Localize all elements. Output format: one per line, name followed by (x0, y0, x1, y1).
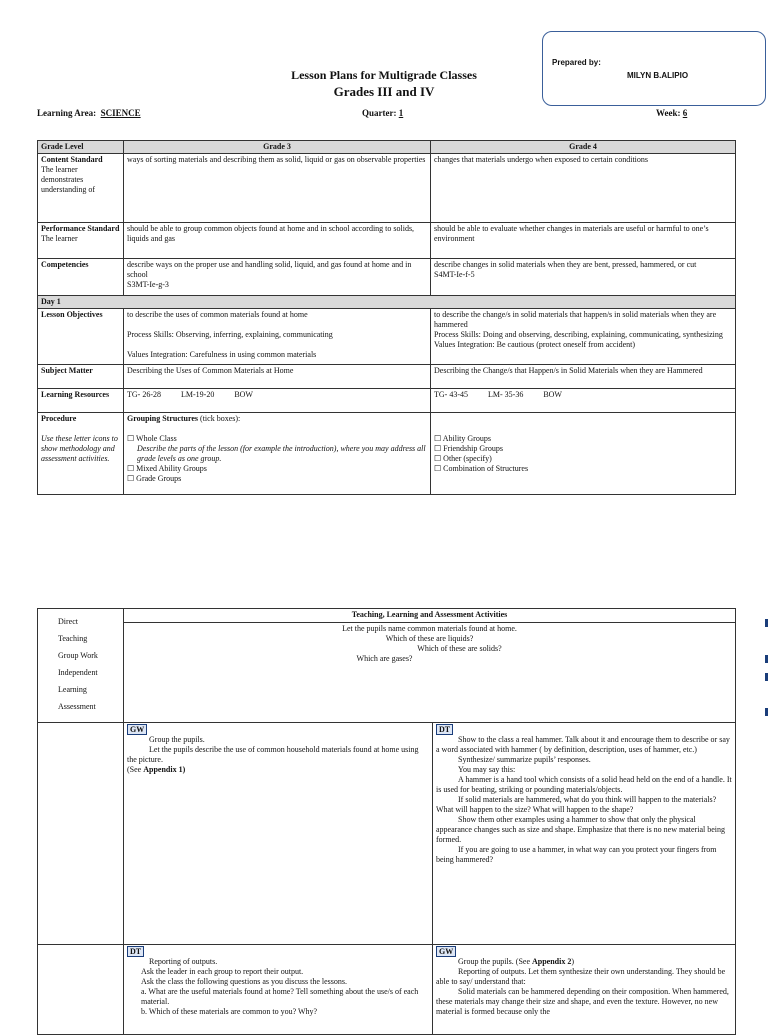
subject-matter-row: Subject Matter Describing the Uses of Common Materials at Home Describing the Change/s that Happen/s in Solid Materials when they are Hammered (38, 365, 736, 389)
grade3-header: Grade 3 (124, 141, 431, 154)
day-row: Day 1 (38, 296, 736, 309)
option-whole-class: ☐ Whole Class (127, 434, 177, 443)
learning-area: Learning Area: SCIENCE (37, 108, 141, 118)
prepared-by-name: MILYN B.ALIPIO (627, 71, 689, 80)
option-combination: ☐ Combination of Structures (434, 464, 529, 473)
week-value: 6 (682, 108, 688, 118)
activities-header: Teaching, Learning and Assessment Activities (124, 609, 736, 623)
option-mixed-ability: ☐ Mixed Ability Groups (127, 464, 207, 473)
quarter: Quarter: 1 (362, 108, 404, 118)
performance-standard-row: Performance Standard The learner should be able to group common objects found at home and in school according to solids, liquids and gas should be able to evaluate whether changes in materials are useful or harmful to one’s environment (38, 223, 736, 259)
methodology-legend: Direct Teaching Group Work Independent Learning Assessment (38, 609, 124, 723)
activity-row-1: GW Group the pupils. Let the pupils describe the use of common household materials found at home using the picture. (See Appendix 1) DT Show to the class a real hammer. Talk about it and encourage them to describe or say a word associated with hammer ( by definition, description, uses of hammer, etc.) Synthesize/ summarize pupils’ responses. You may say this: A hammer is a hand tool which consists of a solid head held on the end of a handle. It is used for beating, striking or pounding materials/objects. If solid materials are hammered, what do you think will happen to the materials? What will happen to the size? What will happen to the shape? Show them other examples using a hammer to show that only the physical appearance changes such as size and shape. Emphasize that there is no new material being formed. If you are going to use a hammer, in what way can you protect your fingers from being hammered? (38, 723, 736, 945)
activity-row-2: DT Reporting of outputs. Ask the leader in each group to report their output. Ask the class the following questions as you discuss the lessons. a. What are the useful materials found at home? Tell something about the use/s of each material. b. Which of these materials are common to you? Why? GW Group the pupils. (See Appendix 2) Reporting of outputs. Let them synthesize their own understanding. They should be able to say/ understand that: Solid materials can be hammered depending on their composition. When hammered, these materials may change their size and shape, and even the texture. However, no new material is formed because only the (38, 945, 736, 1035)
option-other: ☐ Other (specify) (434, 454, 492, 463)
grade-level-header: Grade Level (38, 141, 124, 154)
option-grade-groups: ☐ Grade Groups (127, 474, 182, 483)
content-standard-row: Content Standard The learner demonstrates understanding of ways of sorting materials and describing them as solid, liquid or gas on observable properties changes that materials undergo when exposed to certain conditions (38, 154, 736, 223)
gw-icon: GW (436, 946, 456, 957)
dt-icon: DT (127, 946, 144, 957)
prepared-by-label: Prepared by: (552, 58, 601, 67)
lesson-objectives-row: Lesson Objectives to describe the uses of common materials found at home Process Skills: Observing, inferring, explaining, communicating Values Integration: Carefulness in using common materials to describe the change/s in solid materials that happen/s in solid materials when they are hammered Process Skills: Doing and observing, describing, explaining, communicating, synthesizing Values Integration: Be cautious (protect oneself from accident) (38, 309, 736, 365)
learning-area-value: SCIENCE (100, 108, 141, 118)
table-header-row (38, 141, 736, 154)
intro-row: Let the pupils name common materials found at home. Which of these are liquids? Which of these are solids? Which are gases? (38, 623, 736, 723)
dt-icon: DT (436, 724, 453, 735)
week: Week: 6 (656, 108, 688, 118)
document-subtitle: Grades III and IV (333, 84, 435, 99)
document-title: Lesson Plans for Multigrade Classes (291, 68, 477, 82)
option-friendship-groups: ☐ Friendship Groups (434, 444, 503, 453)
learning-resources-row: Learning Resources TG- 26-28 LM-19-20 BOW TG- 43-45 LM- 35-36 BOW (38, 389, 736, 413)
procedure-row: Procedure Use these letter icons to show methodology and assessment activities. Grouping Structures (tick boxes): ☐ Whole Class Describe the parts of the lesson (for example the introduction), where you may address all grade levels as one group. ☐ Mixed Ability Groups ☐ Grade Groups ☐ Ability Groups ☐ Friendship Groups ☐ Other (specify) ☐ Combination of Structures (38, 413, 736, 495)
activities-header-row (38, 609, 736, 623)
option-ability-groups: ☐ Ability Groups (434, 434, 491, 443)
competencies-row: Competencies describe ways on the proper use and handling solid, liquid, and gas found at home and in school S3MT-Ie-g-3 describe changes in solid materials when they are bent, pressed, hammered, or cut S4MT-Ie-f-5 (38, 259, 736, 296)
grade4-header: Grade 4 (431, 141, 736, 154)
lesson-plan-table (37, 140, 736, 495)
quarter-value: 1 (398, 108, 404, 118)
activities-table (37, 608, 736, 1035)
gw-icon: GW (127, 724, 147, 735)
